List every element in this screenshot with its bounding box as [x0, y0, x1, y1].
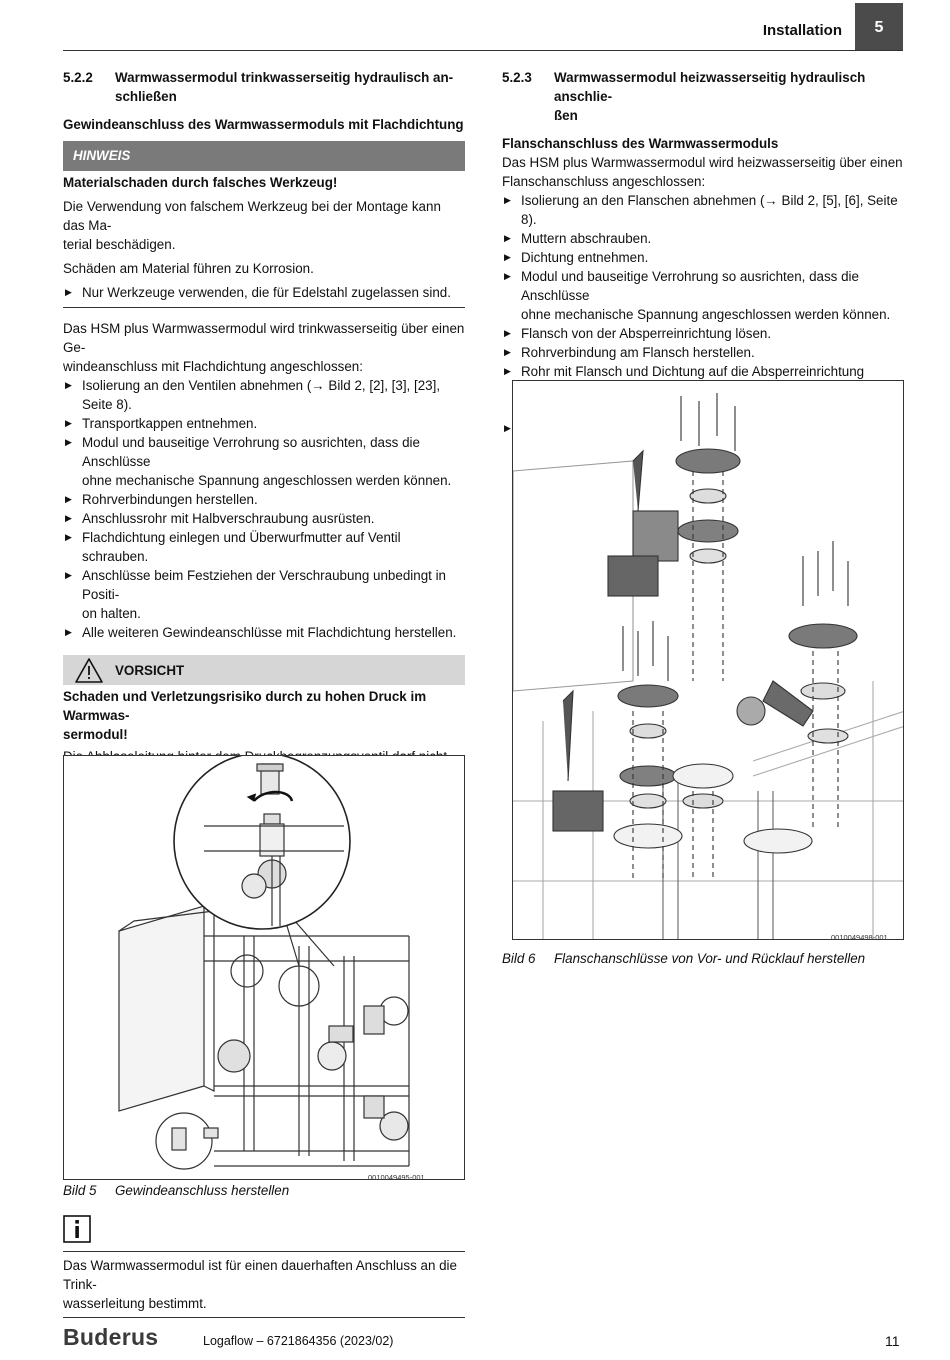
notice-text: Die Verwendung von falschem Werkzeug bei der Montage kann das Ma- terial beschädigen. — [63, 199, 441, 252]
caption-text: Gewindeanschluss herstellen — [115, 1183, 290, 1198]
notice-heading: Materialschaden durch falsches Werkzeug! — [63, 175, 338, 190]
notice-end-rule — [63, 307, 465, 308]
header-title: Installation — [762, 22, 842, 39]
warning-triangle-icon — [63, 655, 115, 685]
step-item: ▶ Modul und bauseitige Verrohrung so ausrichten, dass die Anschlüsse ohne mechanische Spannung angeschlossen werden können. — [502, 267, 904, 324]
section-title: Warmwassermodul heizwasserseitig hydraulisch anschlie- ßen — [554, 70, 866, 123]
notice-label: HINWEIS — [63, 141, 465, 171]
section-number: 5.2.3 — [502, 70, 532, 85]
info-text: Das Warmwassermodul ist für einen dauerhaften Anschluss an die Trink- wasserleitung bestimmt. — [63, 1258, 457, 1311]
caution-heading: Schaden und Verletzungsrisiko durch zu hohen Druck im Warmwas- sermodul! — [63, 689, 427, 742]
notice-text-2: Schäden am Material führen zu Korrosion. — [63, 261, 314, 276]
step-item: ▶ Rohrverbindung am Flansch herstellen. — [502, 343, 904, 362]
figure-6-illustration — [513, 381, 904, 940]
step-item: ▶ Isolierung an den Ventilen abnehmen (→ Bild 2, [2], [3], [23], Seite 8). — [63, 376, 465, 414]
chapter-number: 5 — [855, 3, 903, 51]
figure-5-code: 0010049495-001 — [368, 1173, 425, 1180]
caution-label: VORSICHT — [115, 662, 185, 678]
header-rule — [63, 50, 903, 51]
caption-number: Bild 5 — [63, 1183, 97, 1198]
figure-5-illustration — [64, 756, 465, 1180]
step-item: ▶ Transportkappen entnehmen. — [63, 414, 465, 433]
step-item: ▶ Dichtung entnehmen. — [502, 248, 904, 267]
section-heading — [63, 68, 465, 106]
step-item: ▶ Flansch von der Absperreinrichtung lösen. — [502, 324, 904, 343]
figure-thread-connection — [63, 755, 465, 1180]
caption-text: Flanschanschlüsse von Vor- und Rücklauf herstellen — [554, 951, 866, 966]
info-end-rule — [63, 1317, 465, 1318]
figure-6-code: 0010049498-001 — [831, 933, 888, 940]
section-title: Warmwassermodul trinkwasserseitig hydraulisch an- schließen — [115, 70, 454, 104]
figure-5-caption — [63, 1181, 289, 1200]
subheading: Flanschanschluss des Warmwassermoduls — [502, 136, 779, 151]
step-list — [63, 376, 465, 642]
intro-text: Das HSM plus Warmwassermodul wird heizwasserseitig über einen Flanschanschluss angeschlossen: — [502, 155, 903, 189]
step-item: ▶ Anschlüsse beim Festziehen der Verschraubung unbedingt in Positi- on halten. — [63, 566, 465, 623]
step-item: ▶ Rohr mit Flansch und Dichtung auf die Absperreinrichtung — [502, 362, 904, 419]
figure-6-caption — [502, 949, 865, 968]
document-reference: Logaflow – 6721864356 (2023/02) — [203, 1334, 394, 1348]
section-number: 5.2.2 — [63, 70, 93, 85]
buderus-logo: Buderus — [63, 1324, 159, 1350]
step-item: ▶ Alle weiteren Gewindeanschlüsse mit Flachdichtung herstellen. — [63, 623, 465, 642]
caption-number: Bild 6 — [502, 951, 536, 966]
step-item: ▶ Rohrverbindungen herstellen. — [63, 490, 465, 509]
step-item: ▶ Flachdichtung einlegen und Überwurfmutter auf Ventil schrauben. — [63, 528, 465, 566]
subheading: Gewindeanschluss des Warmwassermoduls mit Flachdichtung — [63, 117, 464, 132]
info-rule — [63, 1251, 465, 1252]
info-box — [63, 1215, 465, 1318]
page-number: 11 — [885, 1333, 900, 1349]
figure-flange-connection — [512, 380, 904, 940]
info-icon — [63, 1215, 91, 1243]
step-item: ▶ Isolierung an den Flanschen abnehmen (→ Bild 2, [5], [6], Seite 8). — [502, 191, 904, 229]
caution-bar — [63, 655, 465, 685]
step-item: ▶ Modul und bauseitige Verrohrung so ausrichten, dass die Anschlüsse ohne mechanische Spannung angeschlossen werden können. — [63, 433, 465, 490]
step-item: ▶ Anschlussrohr mit Halbverschraubung ausrüsten. — [63, 509, 465, 528]
intro-text: Das HSM plus Warmwassermodul wird trinkwasserseitig über einen Ge- windeanschluss mit Flachdichtung angeschlossen: — [63, 321, 465, 374]
notice-bullet: ▶ Nur Werkzeuge verwenden, die für Edelstahl zugelassen sind. — [63, 283, 465, 302]
section-heading — [502, 68, 904, 125]
step-item: ▶ Muttern abschrauben. — [502, 229, 904, 248]
